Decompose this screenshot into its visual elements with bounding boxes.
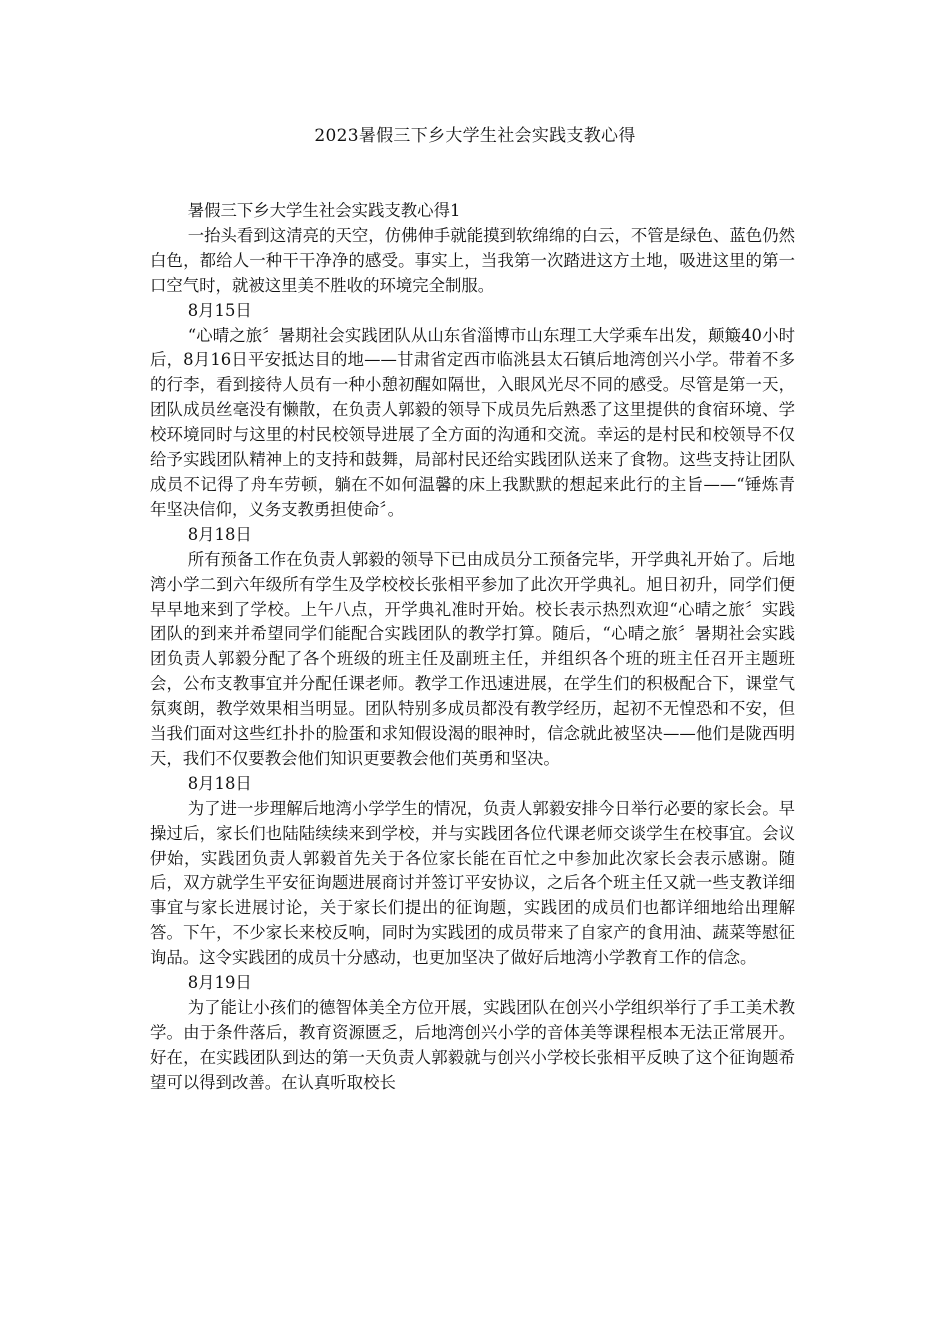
document-title: 2023暑假三下乡大学生社会实践支教心得 xyxy=(314,126,636,146)
body-paragraph: 为了进一步理解后地湾小学学生的情况，负责人郭毅安排今日举行必要的家长会。早操过后，家长们也陆陆续续来到学校，并与实践团各位代课老师交谈学生在校事宜。会议伊始，实践团负责人郭毅首先关于各位家长能在百忙之中参加此次家长会表示感谢。随后，双方就学生平安征询题进展商讨并签订平安协议，之后各个班主任又就一些支教详细事宜与家长进展讨论，关于家长们提出的征询题，实践团的成员们也都详细地给出理解答。下午，不少家长来校反响，同时为实践团的成员带来了自家产的食用油、蔬菜等慰征询品。这令实践团的成员十分感动，也更加坚决了做好后地湾小学教育工作的信念。 xyxy=(150,798,795,968)
body-paragraph: 一抬头看到这清亮的天空，仿佛伸手就能摸到软绵绵的白云，不管是绿色、蓝色仍然白色，都给人一种干干净净的感受。事实上，当我第一次踏进这方土地，吸进这里的第一口空气时，就被这里美不胜收的环境完全制服。 xyxy=(150,225,795,295)
date-heading: 8月18日 xyxy=(187,524,252,544)
document-body xyxy=(150,199,795,1096)
body-paragraph: 所有预备工作在负责人郭毅的领导下已由成员分工预备完毕，开学典礼开始了。后地湾小学二到六年级所有学生及学校校长张相平参加了此次开学典礼。旭日初升，同学们便早早地来到了学校。上午八点，开学典礼准时开始。校长表示热烈欢迎“心晴之旅〞实践团队的到来并希望同学们能配合实践团队的教学打算。随后，“心晴之旅〞暑期社会实践团负责人郭毅分配了各个班级的班主任及副班主任，并组织各个班的班主任召开主题班会，公布支教事宜并分配任课老师。教学工作迅速进展，在学生们的积极配合下，课堂气氛爽朗，教学效果相当明显。团队特别多成员都没有教学经历，起初不无惶恐和不安，但当我们面对这些红扑扑的脸蛋和求知假设渴的眼神时，信念就此被坚决——他们是陇西明天，我们不仅要教会他们知识更要教会他们英勇和坚决。 xyxy=(150,549,795,768)
section-heading: 暑假三下乡大学生社会实践支教心得1 xyxy=(187,201,461,220)
body-paragraph: “心晴之旅〞暑期社会实践团队从山东省淄博市山东理工大学乘车出发，颠簸40小时后，8月16日平安抵达目的地——甘肃省定西市临洮县太石镇后地湾创兴小学。带着不多的行李，看到接待人员有一种小憩初醒如隔世，入眼风光尽不同的感受。尽管是第一天，团队成员丝毫没有懒散，在负责人郭毅的领导下成员先后熟悉了这里提供的食宿环境、学校环境同时与这里的村民校领导进展了全方面的沟通和交流。幸运的是村民和校领导不仅给予实践团队精神上的支持和鼓舞，局部村民还给实践团队送来了食物。这些支持让团队成员不记得了舟车劳顿，躺在不如何温馨的床上我默默的想起来此行的主旨——“锤炼青年坚决信仰，义务支教勇担使命〞。 xyxy=(150,325,795,519)
date-heading: 8月15日 xyxy=(187,300,252,320)
body-paragraph: 为了能让小孩们的德智体美全方位开展，实践团队在创兴小学组织举行了手工美术教学。由于条件落后，教育资源匮乏，后地湾创兴小学的音体美等课程根本无法正常展开。好在，在实践团队到达的第一天负责人郭毅就与创兴小学校长张相平反映了这个征询题希望可以得到改善。在认真听取校长 xyxy=(150,998,795,1092)
date-heading: 8月19日 xyxy=(187,973,252,993)
date-heading: 8月18日 xyxy=(187,773,252,793)
